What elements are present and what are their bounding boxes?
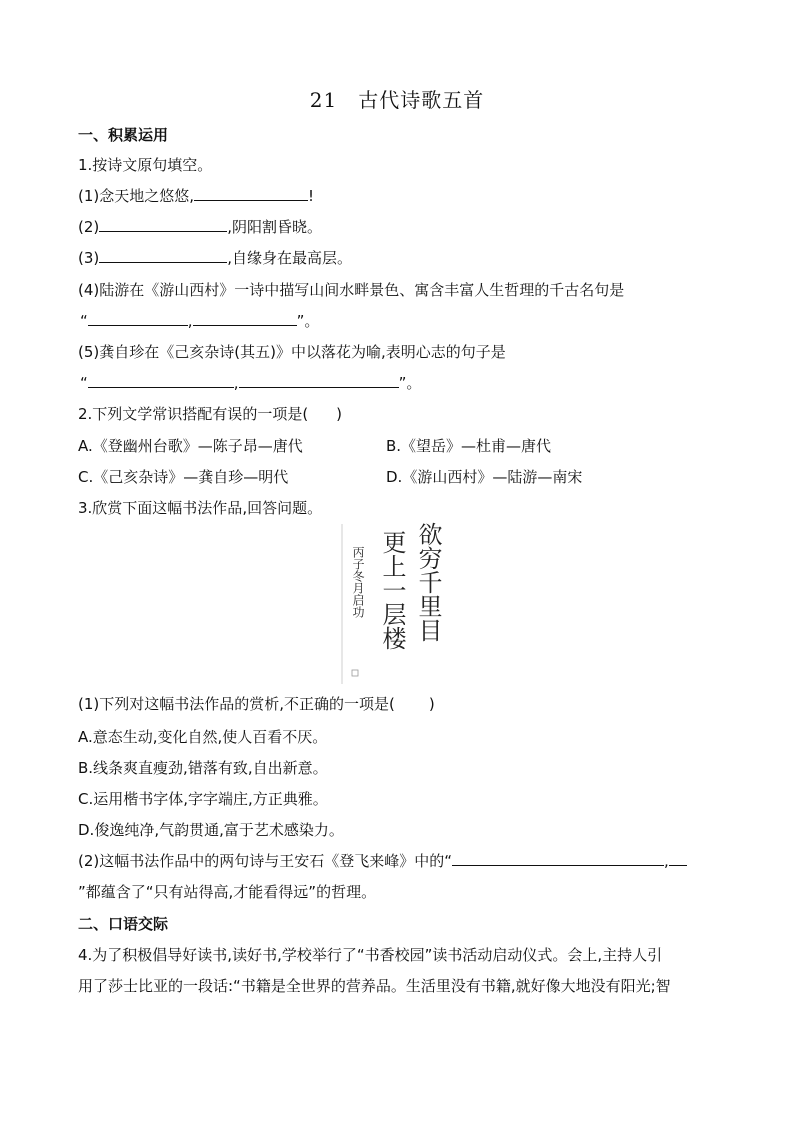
q1-item1-suffix: ! (308, 187, 315, 205)
q2-option-b[interactable]: B.《望岳》—杜甫—唐代 (386, 437, 552, 455)
q1-item3-prefix: (3) (78, 249, 100, 267)
q2-option-c[interactable]: C.《己亥杂诗》—龚自珍—明代 (78, 468, 289, 486)
calligraphy-image (338, 522, 454, 686)
q2-options-row1 (78, 436, 718, 456)
q2-stem: 2.下列文学常识搭配有误的一项是( ) (78, 405, 343, 423)
q2-option-d[interactable]: D.《游山西村》—陆游—南宋 (386, 468, 583, 486)
q3-sub1-option-c[interactable]: C.运用楷书字体,字字端庄,方正典雅。 (78, 790, 328, 808)
q1-item1-prefix: (1)念天地之悠悠, (78, 187, 195, 205)
q1-item1 (78, 186, 314, 206)
answer-blank[interactable] (88, 373, 234, 388)
q3-sub2-line1: (2)这幅书法作品中的两句诗与王安石《登飞来峰》中的“ , (78, 851, 687, 871)
page-title: 21 古代诗歌五首 (309, 88, 485, 112)
q4-line1: 4.为了积极倡导好读书,读好书,学校举行了“书香校园”读书活动启动仪式。会上,主持人引 (78, 946, 663, 964)
q3-sub1-option-a[interactable]: A.意态生动,变化自然,使人百看不厌。 (78, 728, 328, 746)
calligraphy-col1: 欲穷千里目 (414, 522, 442, 642)
q3-stem: 3.欣赏下面这幅书法作品,回答问题。 (78, 499, 323, 517)
answer-blank[interactable] (669, 851, 687, 866)
q1-item2-prefix: (2) (78, 218, 100, 236)
q1-stem: 1.按诗文原句填空。 (78, 156, 213, 174)
answer-blank[interactable] (99, 248, 227, 263)
q1-item2-suffix: ,阴阳割昏晓。 (227, 218, 323, 236)
q1-item5: (5)龚自珍在《己亥杂诗(其五)》中以落花为喻,表明心志的句子是 (78, 343, 506, 361)
section-heading-2: 二、口语交际 (78, 915, 169, 933)
answer-blank[interactable] (193, 311, 297, 326)
q1-item4-answer: “ , ”。 (80, 312, 320, 330)
answer-blank[interactable] (99, 217, 227, 232)
q3-sub2-line2: ”都蕴含了“只有站得高,才能看得远”的哲理。 (78, 883, 377, 901)
q1-item2 (78, 217, 322, 237)
q2-option-a[interactable]: A.《登幽州台歌》—陈子昂—唐代 (78, 437, 303, 455)
answer-blank[interactable] (239, 373, 399, 388)
answer-blank[interactable] (452, 851, 664, 866)
q1-item3-suffix: ,自缘身在最高层。 (227, 249, 353, 267)
q1-item5-answer: “ , ”。 (80, 374, 422, 392)
q3-sub1-option-d[interactable]: D.俊逸纯净,气韵贯通,富于艺术感染力。 (78, 821, 344, 839)
q1-item4: (4)陆游在《游山西村》一诗中描写山间水畔景色、寓含丰富人生哲理的千古名句是 (78, 281, 625, 299)
answer-blank[interactable] (88, 311, 188, 326)
q1-item3 (78, 248, 352, 268)
answer-blank[interactable] (194, 186, 308, 201)
q2-options-row2 (78, 467, 718, 487)
q4-line2: 用了莎士比亚的一段话:“书籍是全世界的营养品。生活里没有书籍,就好像大地没有阳光;智 (78, 977, 671, 995)
q3-sub1-option-b[interactable]: B.线条爽直瘦劲,错落有致,自出新意。 (78, 759, 328, 777)
calligraphy-col2: 更上一层楼 (378, 530, 406, 650)
section-heading-1: 一、积累运用 (78, 126, 169, 144)
calligraphy-signature: 丙子冬月启功 (351, 546, 365, 618)
q3-sub1-stem: (1)下列对这幅书法作品的赏析,不正确的一项是( ) (78, 695, 435, 713)
